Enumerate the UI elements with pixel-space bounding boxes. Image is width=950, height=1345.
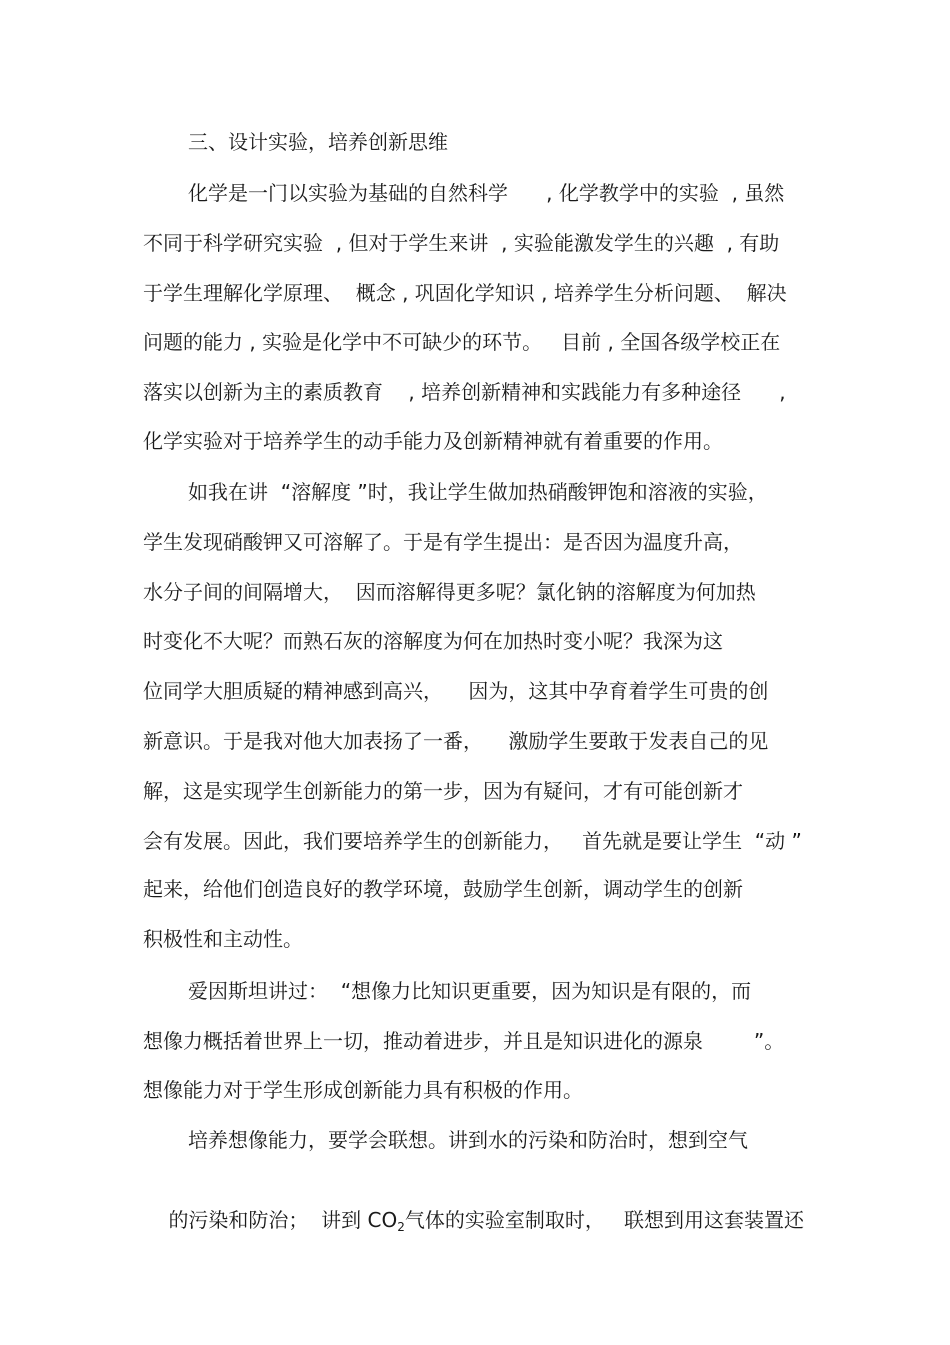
paragraph-line: 化学是一门以实验为基础的自然科学 , 化学教学中的实验 , 虽然 — [188, 181, 785, 205]
line-text-before: 的污染和防治； 讲到 — [168, 1208, 368, 1232]
line-text-after: 气体的实验室制取时， 联想到用这套装置还 — [404, 1208, 804, 1232]
section-heading: 三、设计实验，培养创新思维 — [188, 130, 448, 154]
paragraph-line: 学生发现硝酸钾又可溶解了。于是有学生提出：是否因为温度升高， — [143, 530, 743, 554]
paragraph-line: 水分子间的间隔增大， 因而溶解得更多呢？氯化钠的溶解度为何加热 — [143, 580, 756, 604]
formula-main: CO — [367, 1208, 398, 1232]
paragraph-line: 时变化不大呢？而熟石灰的溶解度为何在加热时变小呢？我深为这 — [143, 629, 723, 653]
paragraph-line: 不同于科学研究实验 , 但对于学生来讲 , 实验能激发学生的兴趣 , 有助 — [143, 231, 780, 255]
paragraph-line: 想像力概括着世界上一切，推动着进步，并且是知识进化的源泉 ”。 — [143, 1029, 785, 1053]
paragraph-line-with-formula — [143, 1175, 823, 1234]
paragraph-line: 位同学大胆质疑的精神感到高兴， 因为，这其中孕育着学生可贵的创 — [143, 679, 769, 703]
paragraph-line: 会有发展。因此，我们要培养学生的创新能力， 首先就是要让学生 “动 ” — [143, 829, 802, 853]
paragraph-line: 想像能力对于学生形成创新能力具有积极的作用。 — [143, 1078, 583, 1102]
paragraph-line: 培养想像能力，要学会联想。讲到水的污染和防治时，想到空气 — [188, 1128, 748, 1152]
paragraph-line: 爱因斯坦讲过： “想像力比知识更重要，因为知识是有限的，而 — [188, 979, 752, 1003]
paragraph-line: 化学实验对于培养学生的动手能力及创新精神就有着重要的作用。 — [143, 429, 723, 453]
co2-formula — [368, 1208, 405, 1232]
paragraph-line: 解，这是实现学生创新能力的第一步，因为有疑问，才有可能创新才 — [143, 779, 743, 803]
paragraph-line: 如我在讲 “溶解度 ”时，我让学生做加热硝酸钾饱和溶液的实验， — [188, 480, 768, 504]
formula-subscript: 2 — [397, 1220, 405, 1234]
paragraph-line: 落实以创新为主的素质教育 , 培养创新精神和实践能力有多种途径 , — [143, 380, 786, 404]
paragraph-line: 新意识。于是我对他大加表扬了一番， 激励学生要敢于发表自己的见 — [143, 729, 769, 753]
paragraph-line: 问题的能力 , 实验是化学中不可缺少的环节。 目前 , 全国各级学校正在 — [143, 330, 781, 354]
paragraph-line: 于学生理解化学原理、 概念 , 巩固化学知识 , 培养学生分析问题、 解决 — [143, 281, 787, 305]
paragraph-line: 起来，给他们创造良好的教学环境，鼓励学生创新，调动学生的创新 — [143, 877, 743, 901]
paragraph-line: 积极性和主动性。 — [143, 927, 303, 951]
